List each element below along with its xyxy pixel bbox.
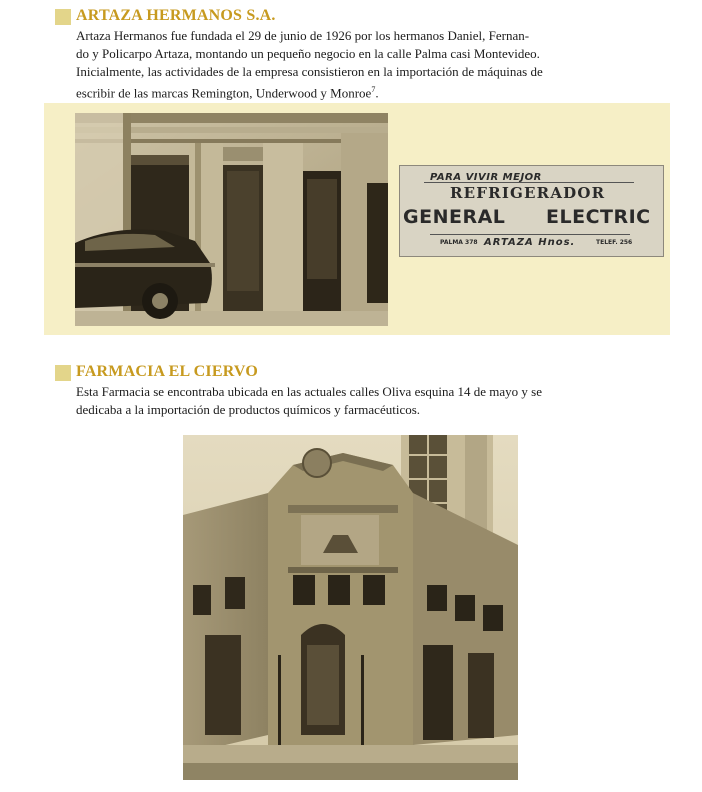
paragraph-line: Esta Farmacia se encontraba ubicada en las actuales calles Oliva esquina 14 de mayo y se xyxy=(76,384,543,399)
paragraph-line-end: . xyxy=(375,85,379,101)
paragraph-line: Inicialmente, las actividades de la empresa consistieron en la importación de máquinas de xyxy=(76,64,543,79)
paragraph-line: do y Policarpo Artaza, montando un pequeño negocio en la calle Palma casi Montevideo. xyxy=(76,46,540,61)
ad-address: PALMA 378 xyxy=(440,239,478,246)
ad-brand-general: GENERAL xyxy=(403,206,506,228)
ad-brand-electric: ELECTRIC xyxy=(546,206,651,228)
section-title-farmacia: FARMACIA EL CIERVO xyxy=(76,363,258,380)
ad-divider xyxy=(430,234,630,235)
farmacia-building-photo xyxy=(183,435,518,780)
paragraph-line: dedicaba a la importación de productos químicos y farmacéuticos. xyxy=(76,402,421,417)
footnote-ref: 7 xyxy=(371,85,376,94)
general-electric-ad xyxy=(399,165,664,257)
section-marker xyxy=(55,365,71,381)
farmacia-paragraph xyxy=(76,383,542,419)
ad-slogan: PARA VIVIR MEJOR xyxy=(430,172,542,183)
artaza-store-photo xyxy=(75,113,388,326)
ad-product: REFRIGERADOR xyxy=(450,184,606,202)
paragraph-line-text: escribir de las marcas Remington, Underwood y Monroe xyxy=(76,85,372,101)
ad-store-name: ARTAZA Hnos. xyxy=(484,237,576,248)
artaza-paragraph xyxy=(76,27,543,102)
paragraph-line xyxy=(76,81,543,102)
paragraph-line: Artaza Hermanos fue fundada el 29 de junio de 1926 por los hermanos Daniel, Fernan- xyxy=(76,28,530,43)
section-title-artaza: ARTAZA HERMANOS S.A. xyxy=(76,7,276,24)
ad-phone: TELEF. 256 xyxy=(596,239,633,246)
section-marker xyxy=(55,9,71,25)
